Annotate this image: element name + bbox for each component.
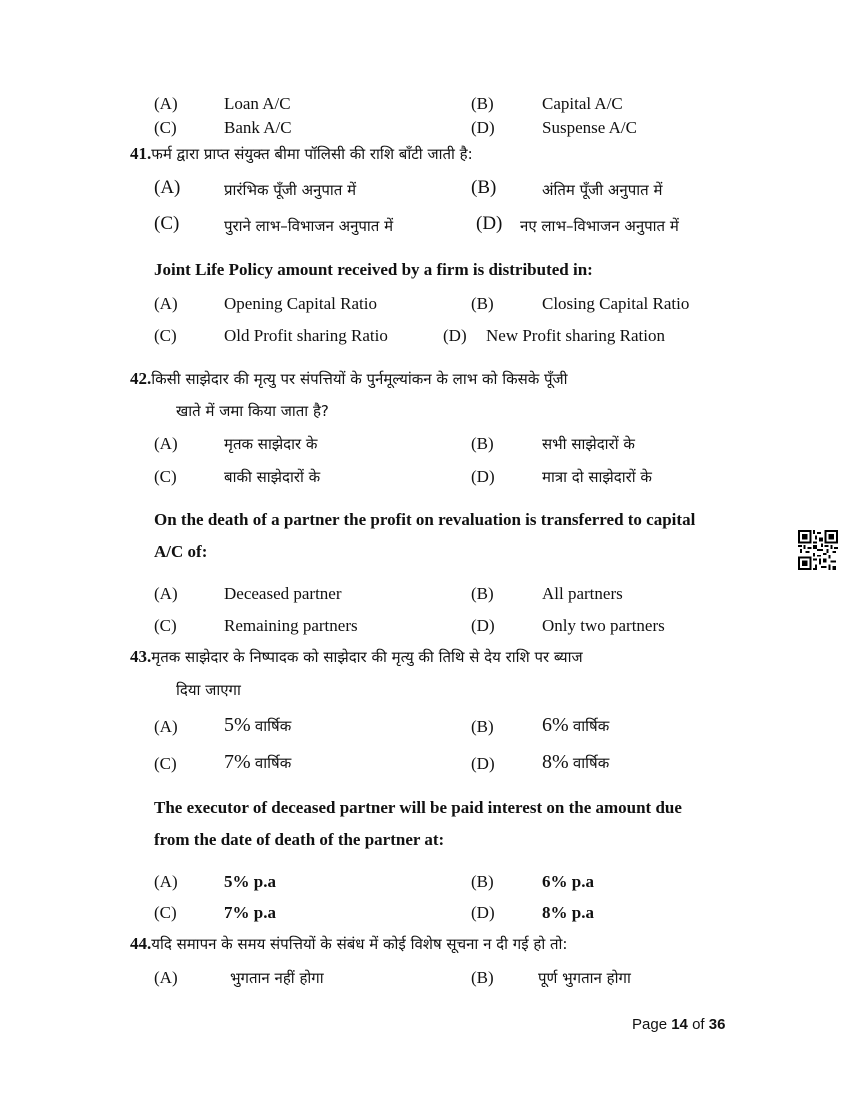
question-number: 42. bbox=[130, 369, 152, 388]
option-label: (A) bbox=[154, 294, 178, 313]
question-text: फर्म द्वारा प्राप्त संयुक्त बीमा पॉलिसी की राशि बाँटी जाती है: bbox=[151, 145, 473, 163]
question-41-hindi bbox=[130, 144, 473, 164]
question-number: 41. bbox=[130, 144, 152, 163]
q42-english-options-row-2 bbox=[0, 616, 850, 646]
option-label: (A) bbox=[154, 584, 178, 603]
total-pages: 36 bbox=[708, 1016, 726, 1033]
option-label: (A) bbox=[154, 872, 178, 891]
option-label: (D) bbox=[476, 213, 503, 234]
option-text: मृतक साझेदार के bbox=[224, 435, 318, 453]
q41-english-options-row-1 bbox=[0, 294, 850, 324]
option-label: (A) bbox=[154, 177, 181, 198]
option-label: (B) bbox=[471, 872, 494, 891]
option-text: 6% p.a bbox=[542, 872, 594, 891]
q41-hindi-options-row-2 bbox=[0, 213, 850, 243]
option-text: पुराने लाभ–विभाजन अनुपात में bbox=[224, 217, 394, 235]
option-text: भुगतान नहीं होगा bbox=[230, 969, 324, 987]
percent-value: 5% bbox=[224, 714, 251, 736]
question-42-hindi bbox=[130, 369, 568, 389]
option-text bbox=[542, 714, 609, 737]
option-label: (B) bbox=[471, 717, 494, 736]
q44-hindi-options-row-1 bbox=[0, 968, 850, 998]
option-text: Old Profit sharing Ratio bbox=[224, 326, 388, 345]
question-number: 43. bbox=[130, 647, 152, 666]
option-text: New Profit sharing Ration bbox=[486, 326, 665, 345]
q41-hindi-options-row-1 bbox=[0, 177, 850, 207]
option-text: बाकी साझेदारों के bbox=[224, 468, 321, 486]
option-text: Bank A/C bbox=[224, 118, 292, 137]
option-text: नए लाभ–विभाजन अनुपात में bbox=[520, 217, 679, 235]
question-42-english: On the death of a partner the profit on revaluation is transferred to capital bbox=[154, 510, 696, 529]
question-43-hindi-cont: दिया जाएगा bbox=[176, 681, 241, 699]
option-label: (C) bbox=[154, 616, 177, 635]
option-label: (D) bbox=[471, 467, 495, 486]
option-label: (D) bbox=[471, 616, 495, 635]
question-number: 44. bbox=[130, 934, 152, 953]
q43-hindi-options-row-2 bbox=[0, 751, 850, 781]
percent-word: वार्षिक bbox=[254, 754, 292, 772]
option-text: अंतिम पूँजी अनुपात में bbox=[542, 181, 663, 199]
option-label: (C) bbox=[154, 213, 180, 234]
option-text bbox=[224, 751, 291, 774]
option-label: (B) bbox=[471, 584, 494, 603]
q41-english-options-row-2 bbox=[0, 326, 850, 356]
q42-english-options-row-1 bbox=[0, 584, 850, 614]
current-page: 14 bbox=[671, 1016, 688, 1033]
option-label: (A) bbox=[154, 434, 178, 453]
question-44-hindi bbox=[130, 934, 567, 954]
option-text: Loan A/C bbox=[224, 94, 291, 113]
option-text: Only two partners bbox=[542, 616, 665, 635]
page-word: Page bbox=[632, 1016, 668, 1033]
option-label: (A) bbox=[154, 94, 178, 113]
option-text bbox=[542, 751, 609, 774]
option-label: (B) bbox=[471, 294, 494, 313]
percent-value: 7% bbox=[224, 751, 251, 773]
q42-hindi-options-row-1 bbox=[0, 434, 850, 464]
option-text: पूर्ण भुगतान होगा bbox=[538, 969, 631, 987]
option-label: (C) bbox=[154, 467, 177, 486]
option-text: Suspense A/C bbox=[542, 118, 637, 137]
question-42-hindi-cont: खाते में जमा किया जाता है? bbox=[176, 402, 329, 420]
option-text: Capital A/C bbox=[542, 94, 623, 113]
option-label: (C) bbox=[154, 118, 177, 137]
option-label: (D) bbox=[471, 754, 495, 773]
option-text: 5% p.a bbox=[224, 872, 276, 891]
option-label: (A) bbox=[154, 717, 178, 736]
option-text bbox=[224, 714, 291, 737]
percent-word: वार्षिक bbox=[254, 717, 292, 735]
option-text: सभी साझेदारों के bbox=[542, 435, 635, 453]
option-label: (B) bbox=[471, 434, 494, 453]
option-text: Deceased partner bbox=[224, 584, 342, 603]
q43-english-options-row-2 bbox=[0, 903, 850, 933]
question-43-english: The executor of deceased partner will be paid interest on the amount due bbox=[154, 798, 682, 817]
option-label: (B) bbox=[471, 94, 494, 113]
option-label: (B) bbox=[471, 177, 497, 198]
page-number bbox=[632, 1016, 725, 1033]
percent-word: वार्षिक bbox=[572, 717, 610, 735]
option-text: प्रारंभिक पूँजी अनुपात में bbox=[224, 181, 357, 199]
option-label: (A) bbox=[154, 968, 178, 987]
percent-word: वार्षिक bbox=[572, 754, 610, 772]
percent-value: 8% bbox=[542, 751, 569, 773]
question-41-english: Joint Life Policy amount received by a firm is distributed in: bbox=[154, 260, 593, 279]
option-label: (C) bbox=[154, 326, 177, 345]
option-text: 8% p.a bbox=[542, 903, 594, 922]
qr-code-icon bbox=[798, 530, 838, 570]
percent-value: 6% bbox=[542, 714, 569, 736]
question-43-hindi bbox=[130, 647, 583, 667]
question-text: यदि समापन के समय संपत्तियों के संबंध में कोई विशेष सूचना न दी गई हो तो: bbox=[151, 935, 568, 953]
option-text: Closing Capital Ratio bbox=[542, 294, 690, 313]
option-text: मात्रा दो साझेदारों के bbox=[542, 468, 652, 486]
question-text: किसी साझेदार की मृत्यु पर संपत्तियों के पुर्नमूल्यांकन के लाभ को किसके पूँजी bbox=[151, 370, 568, 388]
option-text: All partners bbox=[542, 584, 623, 603]
q43-english-options-row-1 bbox=[0, 872, 850, 902]
option-text: 7% p.a bbox=[224, 903, 276, 922]
option-label: (C) bbox=[154, 754, 177, 773]
option-text: Opening Capital Ratio bbox=[224, 294, 377, 313]
question-43-english-cont: from the date of death of the partner at: bbox=[154, 830, 445, 849]
option-label: (C) bbox=[154, 903, 177, 922]
question-text: मृतक साझेदार के निष्पादक को साझेदार की मृत्यु की तिथि से देय राशि पर ब्याज bbox=[151, 648, 583, 666]
option-label: (D) bbox=[443, 326, 467, 345]
option-label: (B) bbox=[471, 968, 494, 987]
option-label: (D) bbox=[471, 903, 495, 922]
question-42-english-cont: A/C of: bbox=[154, 542, 208, 561]
of-word: of bbox=[692, 1016, 705, 1033]
q42-hindi-options-row-2 bbox=[0, 467, 850, 497]
option-text: Remaining partners bbox=[224, 616, 358, 635]
q43-hindi-options-row-1 bbox=[0, 714, 850, 744]
option-label: (D) bbox=[471, 118, 495, 137]
